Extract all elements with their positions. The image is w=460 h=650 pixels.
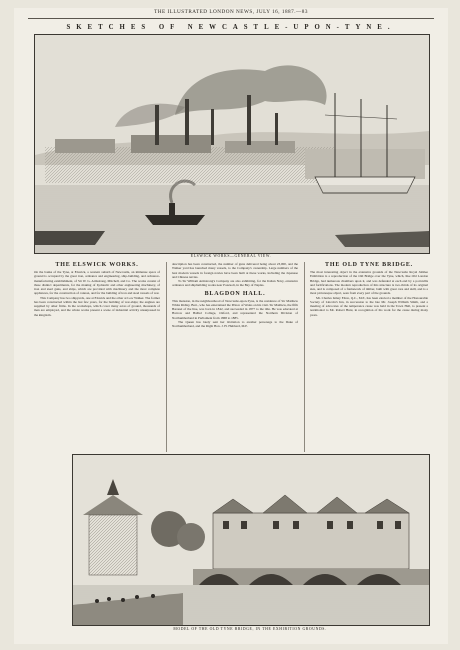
old-tyne-bridge-engraving — [73, 455, 429, 625]
article-paragraph: Mr. Charles Ismay Elton, Q.C., M.P., has been elected a member of the Honourable Society of Lincoln's Inn, in succession to the late Mr. Joseph William Smith, and a meeting of advocates of the temperance cause was held in the Town Hall, to present a testimonial to Mr. Robert Hunt, in recognition of his work for the cause during many years. — [310, 295, 428, 317]
text-column-1 — [34, 262, 160, 317]
masthead: THE ILLUSTRATED LONDON NEWS, JULY 16, 1887.—83 — [154, 9, 308, 15]
page-headline: SKETCHES OF NEWCASTLE-UPON-TYNE. — [66, 24, 396, 31]
article-paragraph: The Queen has lately sent her invitation to another personage to the Duke of Northumberland, and the Right Hon. J. H. Hubbard, M.P. — [172, 319, 298, 328]
elswick-works-engraving — [35, 35, 429, 253]
text-column-2 — [172, 262, 298, 328]
column-divider — [304, 262, 305, 452]
article-paragraph: This mansion, in the neighbourhood of Newcastle-upon-Tyne, is the residence of Sir Matthew White Ridley, Bart., who has entertained the Prince of Wales on his visit. Sir Matthew, the fifth Baronet of the line, was born in 1842, and succeeded in 1877 to the title. He was educated at Harrow and Balliol College, Oxford, and represented the Northern Division of Northumberland in Parliament from 1868 to 1885. — [172, 298, 298, 320]
column-divider — [166, 262, 167, 452]
article-paragraph: This Company has two shipyards, one at Elswick and the other at Low Walker. The former has been constructed within the last few years, for the building of war-ships; the engines are supplied by other firms. In the workshops, which cover many acres of ground, thousands of men are employed, and the whole works present a scene of industrial activity unsurpassed in the kingdom. — [34, 295, 160, 317]
article-paragraph: To Sir William Armstrong's Company are also exhibiting, for the Italian Navy, extensive ordnance and shipbuilding works near Pozzuoli, in the Bay of Naples. — [172, 279, 298, 288]
bottom-plate-caption: MODEL OF THE OLD TYNE BRIDGE, IN THE EXHIBITION GROUNDS. — [173, 627, 327, 631]
old-tyne-bridge-illustration — [72, 454, 430, 626]
article-paragraph: description has been constructed, the number of guns delivered being about 23,000, and the Walker yard has launched many vessels, to the Company's ownership. Large numbers of the best modern vessels in foreign navies have been built at these works, including the Japanese and Chinese navies. — [172, 262, 298, 279]
masthead-rule — [28, 18, 434, 19]
section-heading-blagdon-hall: BLAGDON HALL. — [204, 290, 266, 297]
section-heading-elswick-works: THE ELSWICK WORKS. — [55, 262, 139, 268]
top-plate-caption: ELSWICK WORKS—GENERAL VIEW. — [190, 254, 272, 258]
newspaper-page — [14, 8, 448, 644]
article-paragraph: On the banks of the Tyne, at Elswick, a western suburb of Newcastle, an immense space of ground is occupied by the great iron, ordnance and engineering, ship-building, and ordnance-manufacturing establishment, of Sir W. G. Armstrong, Mitchell, and Co. The works consist of three distinct departments, for the making of hydraulic and other engineering machinery, of iron and steel guns, and ships, which are provided with machinery and the most complete appliances, for the construction of cannon, and for the building of iron and steel vessels of war. — [34, 270, 160, 296]
article-paragraph: The most interesting object in the extensive grounds of the Newcastle Royal Jubilee Exhibition is a reproduction of the Old Bridge over the Tyne, which, like Old London Bridge, had numerous chambers upon it, and was defended at each end by a portcullis and fortifications. The modern reproduction of this structure is two-thirds of its original size, and is composed of a framework of timber, built with great care and skill, and is a most picturesque object, seen from every part of the grounds. — [310, 270, 428, 296]
text-column-3 — [310, 262, 428, 317]
elswick-works-illustration — [34, 34, 430, 254]
section-heading-old-tyne-bridge: THE OLD TYNE BRIDGE. — [325, 262, 413, 268]
